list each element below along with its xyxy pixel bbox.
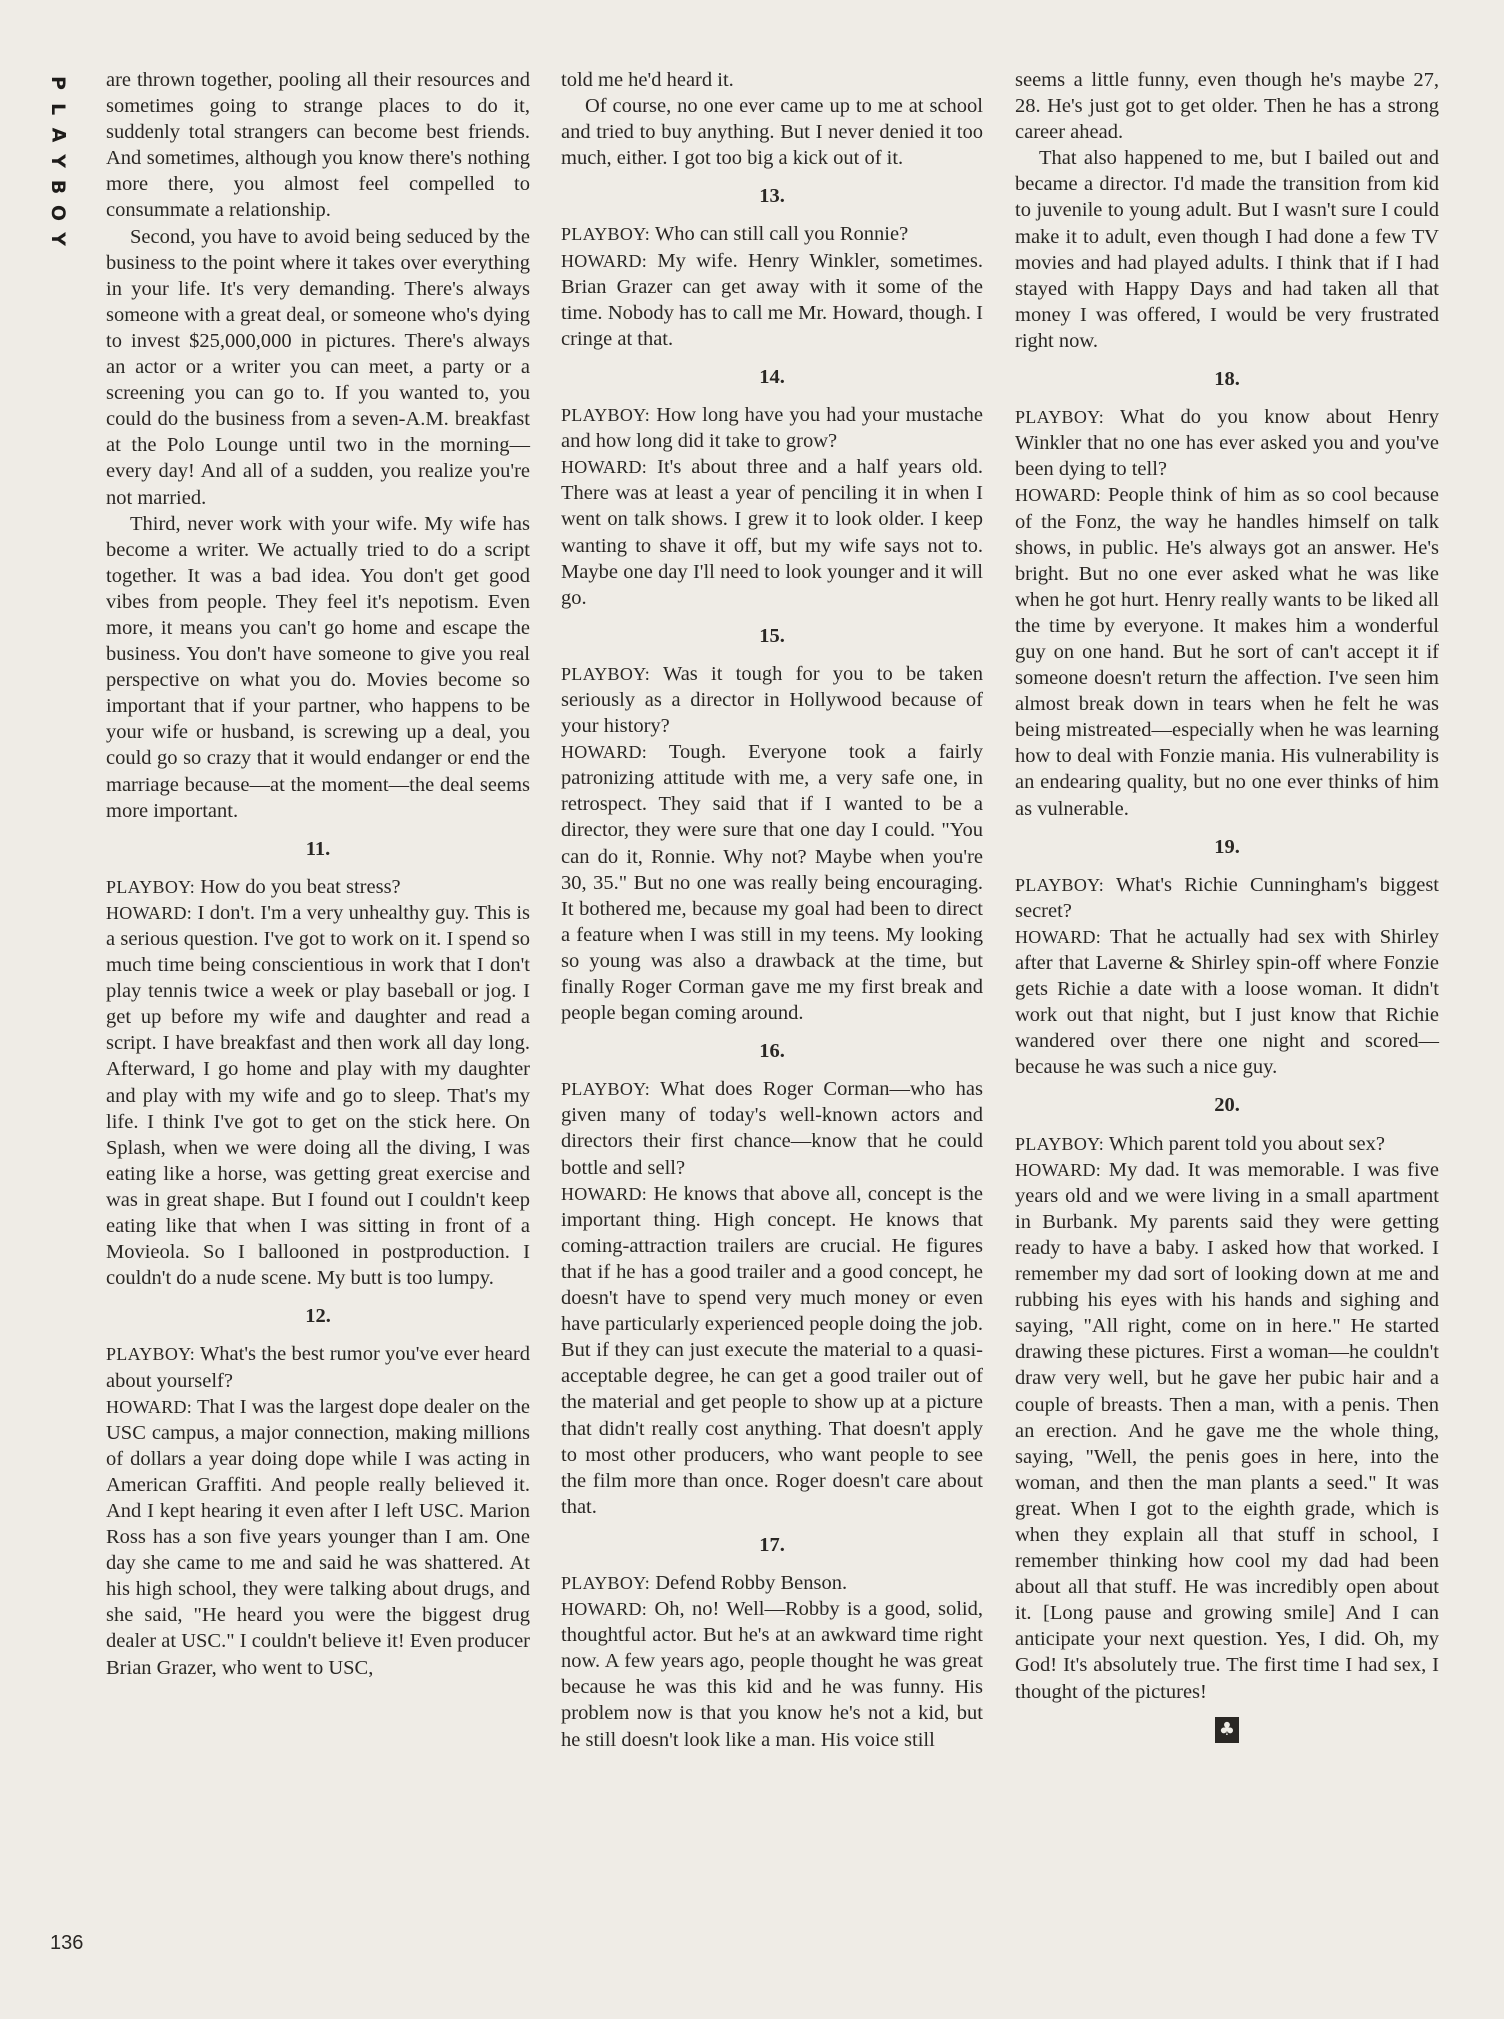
- speaker-label: HOWARD:: [1015, 926, 1102, 947]
- speaker-text: My wife. Henry Winkler, sometimes. Brian Grazer can get away with it some of the time. Nobody has to call me Mr. Howard, though. I cringe at that.: [561, 249, 983, 350]
- speaker-text: Which parent told you about sex?: [1104, 1132, 1385, 1155]
- question-number: 14.: [759, 365, 785, 388]
- interview-line: [561, 739, 983, 1026]
- speaker-label: PLAYBOY:: [561, 224, 651, 245]
- speaker-label: PLAYBOY:: [561, 1572, 651, 1593]
- speaker-label: HOWARD:: [561, 457, 648, 478]
- speaker-text: Oh, no! Well—Robby is a good, solid, thoughtful actor. But he's at an awkward time right now. A few years ago, people thought he was great because he was this kid and he was funny. His problem now is that you know he's not a kid, but he still doesn't look like a man. His voice still: [561, 1598, 983, 1751]
- speaker-label: PLAYBOY:: [561, 405, 651, 426]
- question-number: 17.: [759, 1533, 785, 1556]
- speaker-label: HOWARD:: [106, 902, 193, 923]
- interview-line: [561, 454, 983, 611]
- speaker-text: What do you know about Henry Winkler that no one has ever asked you and you've been dying to tell?: [1015, 406, 1439, 481]
- interview-line: [106, 900, 530, 1291]
- question-number: 15.: [759, 624, 785, 647]
- interview-line: [561, 1076, 983, 1180]
- interview-line: [1015, 404, 1439, 482]
- interview-line: [1015, 872, 1439, 924]
- speaker-label: HOWARD:: [106, 1396, 193, 1417]
- interview-line: [561, 221, 983, 247]
- speaker-label: PLAYBOY:: [106, 1344, 196, 1365]
- speaker-text: Tough. Everyone took a fairly patronizing attitude with me, a very safe one, in retrospect. They said that if I wanted to be a director, they were sure that one day I could. "You can do it, Ronnie. Why not? Maybe when you're 30, 35." But no one was really being encouraging. It bothered me, because my goal had been to direct a feature when I was still in my teens. My looking so young was also a drawback at the time, but finally Roger Corman gave me my first break and people began coming around.: [561, 741, 983, 1025]
- article-column-2: [561, 67, 983, 1753]
- question-number: 13.: [759, 185, 785, 208]
- speaker-label: HOWARD:: [1015, 1159, 1102, 1180]
- side-title-letter: L: [46, 102, 69, 116]
- speaker-text: Who can still call you Ronnie?: [650, 223, 909, 246]
- interview-line: [561, 248, 983, 352]
- interview-line: [106, 1394, 530, 1681]
- speaker-text: What's the best rumor you've ever heard about yourself?: [106, 1343, 530, 1392]
- interview-line: [561, 1596, 983, 1753]
- side-title-letter: Y: [46, 154, 69, 168]
- speaker-text: That I was the largest dope dealer on the USC campus, a major connection, making millions of dollars a year doing dope while I was acting in American Graffiti. And people really believed it. And I kept hearing it even after I left USC. Marion Ross has a son five years younger than I am. One day she came to me and said he was shattered. At his high school, they were talking about drugs, and she said, "He heard you were the biggest drug dealer at USC." I couldn't believe it! Even producer Brian Grazer, who went to USC,: [106, 1395, 530, 1679]
- body-paragraph: That also happened to me, but I bailed out and became a director. I'd made the transition from kid to juvenile to young adult. But I wasn't sure I could make it to adult, even though I had done a few TV movies and had played adults. I think that if I had stayed with Happy Days and had taken all that money I was offered, I would be very frustrated right now.: [1015, 147, 1439, 352]
- speaker-label: PLAYBOY:: [561, 1079, 651, 1100]
- speaker-label: PLAYBOY:: [106, 876, 196, 897]
- side-title-letter: A: [47, 127, 69, 143]
- speaker-text: People think of him as so cool because of the Fonz, the way he handles himself on talk shows, in public. He's always got an answer. He's bright. But no one ever asked what he was like when he got hurt. Henry really wants to be liked all the time by everyone. It makes him a wonderful guy on one hand. But he sort of can't accept it if someone doesn't return the affection. I've seen him almost break down in tears when he felt he was being mistreated—especially when he was learning how to deal with Fonzie mania. His vulnerability is an endearing quality, but no one ever thinks of him as vulnerable.: [1015, 484, 1439, 820]
- interview-line: [561, 1570, 983, 1596]
- question-number: 18.: [1214, 368, 1240, 391]
- speaker-text: How long have you had your mustache and how long did it take to grow?: [561, 404, 983, 453]
- speaker-text: My dad. It was memorable. I was five years old and we were living in a small apartment in Burbank. My parents said they were getting ready to have a baby. I asked how that worked. I remember my dad sort of looking down at me and rubbing his eyes with his hands and sighing and saying, "All right, come on in here." He started drawing these pictures. First a woman—he couldn't draw very well, but he gave her pubic hair and a couple of breasts. Then a man, with a penis. Then an erection. And he gave me the whole thing, saying, "Well, the penis goes in here, into the woman, and then the man plants a seed." It was great. When I got to the eighth grade, which is when they explain all that stuff in school, I remember thinking how cool my dad had been about all that stuff. He was incredibly open about it. [Long pause and growing smile] And I can anticipate your next question. Yes, I did. Oh, my God! It's absolutely true. The first time I had sex, I thought of the pictures!: [1015, 1158, 1439, 1703]
- speaker-label: HOWARD:: [561, 250, 648, 271]
- question-number: 20.: [1214, 1094, 1240, 1117]
- speaker-label: HOWARD:: [561, 1183, 648, 1204]
- speaker-text: What does Roger Corman—who has given many of today's well-known actors and directors their first chance—know that he could bottle and sell?: [561, 1078, 983, 1179]
- speaker-text: What's Richie Cunningham's biggest secret?: [1015, 873, 1439, 922]
- side-title-letter: B: [46, 179, 69, 195]
- question-number: 11.: [305, 837, 331, 860]
- speaker-text: Was it tough for you to be taken seriously as a director in Hollywood because of your history?: [561, 662, 983, 738]
- rabbit-logo-icon: ♣: [1215, 1717, 1239, 1743]
- speaker-text: He knows that above all, concept is the important thing. High concept. He knows that coming-attraction trailers are crucial. He figures that if he has a good trailer and a good concept, he doesn't have to spend very much money or even have particularly experienced people doing the job. But if they can just execute the material to a quasi-acceptable degree, he can get a good trailer out of the material and get people to show up at a picture that didn't really cost anything. That doesn't apply to most other producers, who want people to see the film more than once. Roger doesn't care about that.: [561, 1182, 983, 1518]
- speaker-label: PLAYBOY:: [1015, 874, 1105, 895]
- question-number: 12.: [305, 1305, 331, 1328]
- interview-line: [1015, 482, 1439, 821]
- page-number: 136: [50, 1932, 84, 1954]
- side-title-letter: Y: [46, 232, 69, 246]
- end-mark: [1015, 1717, 1439, 1743]
- question-number: 16.: [759, 1040, 785, 1063]
- interview-line: [1015, 1131, 1439, 1157]
- side-title-letter: P: [47, 76, 69, 90]
- body-paragraph: Second, you have to avoid being seduced by the business to the point where it takes over everything in your life. It's very demanding. There's always someone with a great deal, or someone who's dying to invest $25,000,000 in pictures. There's always an actor or a writer you can meet, a party or a screening you can go to. If you wanted to, you could do the business from a seven-A.M. breakfast at the Polo Lounge until two in the morning—every day! And all of a sudden, you realize you're not married.: [106, 225, 530, 509]
- question-number: 19.: [1214, 835, 1240, 858]
- interview-line: [561, 402, 983, 454]
- interview-line: [106, 1341, 530, 1393]
- interview-line: [1015, 924, 1439, 1081]
- body-paragraph: are thrown together, pooling all their resources and sometimes going to strange places to do it, suddenly total strangers can become best friends. And sometimes, although you know there's nothing more there, you almost feel compelled to consummate a relationship.: [106, 69, 530, 222]
- interview-line: [1015, 1157, 1439, 1705]
- body-paragraph: seems a little funny, even though he's maybe 27, 28. He's just got to get older. Then he has a strong career ahead.: [1015, 69, 1439, 144]
- speaker-label: HOWARD:: [561, 742, 648, 763]
- interview-line: [561, 1181, 983, 1520]
- interview-line: [106, 874, 530, 900]
- speaker-text: How do you beat stress?: [195, 875, 401, 898]
- speaker-label: PLAYBOY:: [1015, 407, 1105, 428]
- side-title-letter: O: [47, 204, 69, 222]
- speaker-label: PLAYBOY:: [561, 663, 651, 684]
- magazine-side-title: [46, 70, 70, 252]
- interview-line: [561, 661, 983, 739]
- body-paragraph: Third, never work with your wife. My wife has become a writer. We actually tried to do a script together. It was a bad idea. You don't get good vibes from people. They feel it's nepotism. Even more, it means you can't go home and escape the business. You don't have someone to give you real perspective on what you do. Movies become so important that if your partner, who happens to be your wife or husband, is screwing up a deal, you could go so crazy that it would endanger or end the marriage because—at the moment—the deal seems more important.: [106, 512, 530, 822]
- speaker-label: PLAYBOY:: [1015, 1133, 1105, 1154]
- speaker-text: I don't. I'm a very unhealthy guy. This is a serious question. I've got to work on it. I spend so much time being conscientious in work that I don't play tennis twice a week or play baseball or jog. I get up before my wife and daughter and read a script. I have breakfast and then work all day long. Afterward, I go home and play with my daughter and play with my wife and go to sleep. That's my life. I think I've got to get on the stick here. On Splash, when we were doing all the diving, I was eating like a horse, was getting great exercise and was in great shape. But I found out I couldn't keep eating like that when I was sitting in front of a Movieola. So I ballooned in postproduction. I couldn't do a nude scene. My butt is too lumpy.: [106, 901, 530, 1290]
- article-column-3: [1015, 67, 1439, 1743]
- body-paragraph: told me he'd heard it.: [561, 69, 734, 91]
- article-column-1: [106, 67, 530, 1681]
- speaker-label: HOWARD:: [561, 1599, 648, 1620]
- speaker-text: That he actually had sex with Shirley after that Laverne & Shirley spin-off where Fonzie gets Richie a date with a loose woman. It didn't work out that night, but I just know that Richie wandered over there one night and scored—because he was such a nice guy.: [1015, 925, 1439, 1079]
- speaker-label: HOWARD:: [1015, 485, 1102, 506]
- body-paragraph: Of course, no one ever came up to me at school and tried to buy anything. But I never denied it too much, either. I got too big a kick out of it.: [561, 95, 983, 170]
- speaker-text: It's about three and a half years old. There was at least a year of penciling it in when I went on talk shows. I grew it to look older. I keep wanting to shave it off, but my wife says not to. Maybe one day I'll need to look younger and it will go.: [561, 456, 983, 609]
- speaker-text: Defend Robby Benson.: [650, 1571, 848, 1594]
